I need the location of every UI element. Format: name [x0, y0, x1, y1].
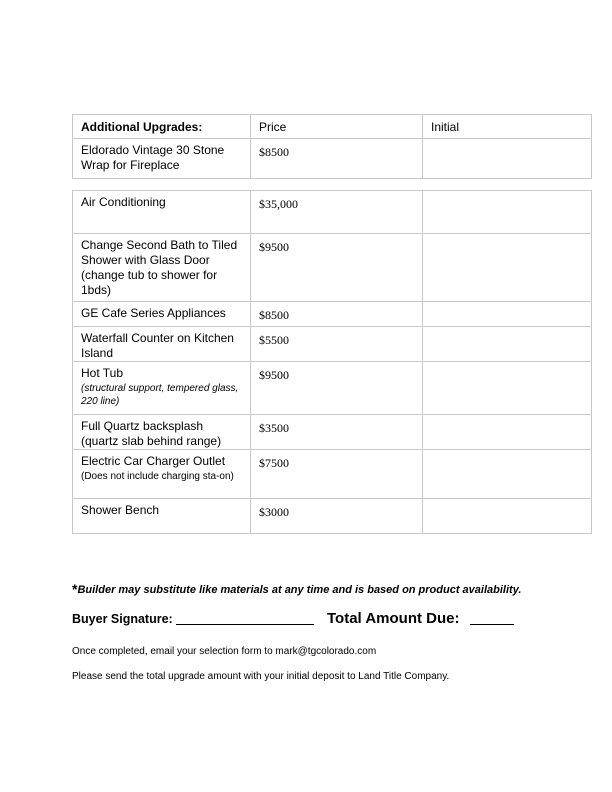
- buyer-signature-field[interactable]: [176, 624, 314, 625]
- signature-line: [72, 610, 540, 630]
- upgrade-name-cell: [73, 499, 251, 534]
- table-header-row: [73, 115, 592, 139]
- header-upgrades: Additional Upgrades:: [73, 115, 251, 139]
- upgrade-name: Change Second Bath to Tiled Shower with Glass Door (change tub to shower for 1bds): [81, 238, 238, 297]
- deposit-instruction: Please send the total upgrade amount with your initial deposit to Land Title Company.: [72, 671, 450, 682]
- upgrade-initial-field[interactable]: [423, 415, 592, 450]
- upgrade-price: $3500: [251, 415, 423, 450]
- table-row: [73, 191, 592, 234]
- table-row: [73, 499, 592, 534]
- buyer-signature-label: Buyer Signature:: [72, 612, 173, 626]
- upgrade-name-cell: [73, 302, 251, 327]
- upgrade-initial-field[interactable]: [423, 139, 592, 179]
- upgrade-name-cell: [73, 450, 251, 499]
- upgrade-note: (Does not include charging sta-on): [81, 471, 234, 482]
- upgrade-name: Full Quartz backsplash (quartz slab behind range): [81, 419, 222, 448]
- upgrade-price: $5500: [251, 327, 423, 362]
- upgrade-initial-field[interactable]: [423, 450, 592, 499]
- upgrade-initial-field[interactable]: [423, 327, 592, 362]
- header-price: Price: [251, 115, 423, 139]
- upgrade-price: $7500: [251, 450, 423, 499]
- upgrade-price: $9500: [251, 234, 423, 302]
- upgrades-table: [72, 190, 592, 534]
- table-row: [73, 450, 592, 499]
- disclaimer-note: [72, 580, 521, 596]
- upgrade-name: Eldorado Vintage 30 Stone Wrap for Fireplace: [73, 139, 251, 179]
- total-amount-label: Total Amount Due:: [327, 610, 460, 627]
- table-row: [73, 327, 592, 362]
- disclaimer-text: Builder may substitute like materials at any time and is based on product availability.: [77, 584, 522, 596]
- upgrade-name: GE Cafe Series Appliances: [81, 306, 226, 320]
- total-amount-field[interactable]: [470, 624, 514, 625]
- upgrade-name: Electric Car Charger Outlet: [81, 454, 226, 468]
- upgrade-initial-field[interactable]: [423, 302, 592, 327]
- upgrade-price: $9500: [251, 362, 423, 415]
- upgrade-initial-field[interactable]: [423, 234, 592, 302]
- upgrade-name-cell: [73, 191, 251, 234]
- upgrade-name-cell: [73, 362, 251, 415]
- upgrade-initial-field[interactable]: [423, 499, 592, 534]
- table-row: [73, 415, 592, 450]
- upgrade-name-cell: [73, 327, 251, 362]
- table-row: [73, 302, 592, 327]
- upgrade-price: $35,000: [251, 191, 423, 234]
- upgrade-price: $3000: [251, 499, 423, 534]
- header-initial: Initial: [423, 115, 592, 139]
- upgrade-name: Shower Bench: [81, 503, 160, 517]
- table-row: [73, 362, 592, 415]
- email-instruction: Once completed, email your selection form to mark@tgcolorado.com: [72, 646, 377, 657]
- upgrade-price: $8500: [251, 139, 423, 179]
- table-row: [73, 139, 592, 179]
- upgrade-price: $8500: [251, 302, 423, 327]
- upgrade-name: Air Conditioning: [81, 195, 166, 209]
- upgrade-name: Waterfall Counter on Kitchen Island: [81, 331, 234, 360]
- upgrade-initial-field[interactable]: [423, 191, 592, 234]
- upgrades-header-table: [72, 114, 592, 179]
- upgrade-initial-field[interactable]: [423, 362, 592, 415]
- upgrade-name: Hot Tub: [81, 366, 124, 380]
- upgrade-note: (structural support, tempered glass, 220 line): [81, 383, 239, 407]
- upgrade-name-cell: [73, 234, 251, 302]
- table-row: [73, 234, 592, 302]
- upgrade-name-cell: [73, 415, 251, 450]
- disclaimer-asterisk: *: [72, 581, 78, 597]
